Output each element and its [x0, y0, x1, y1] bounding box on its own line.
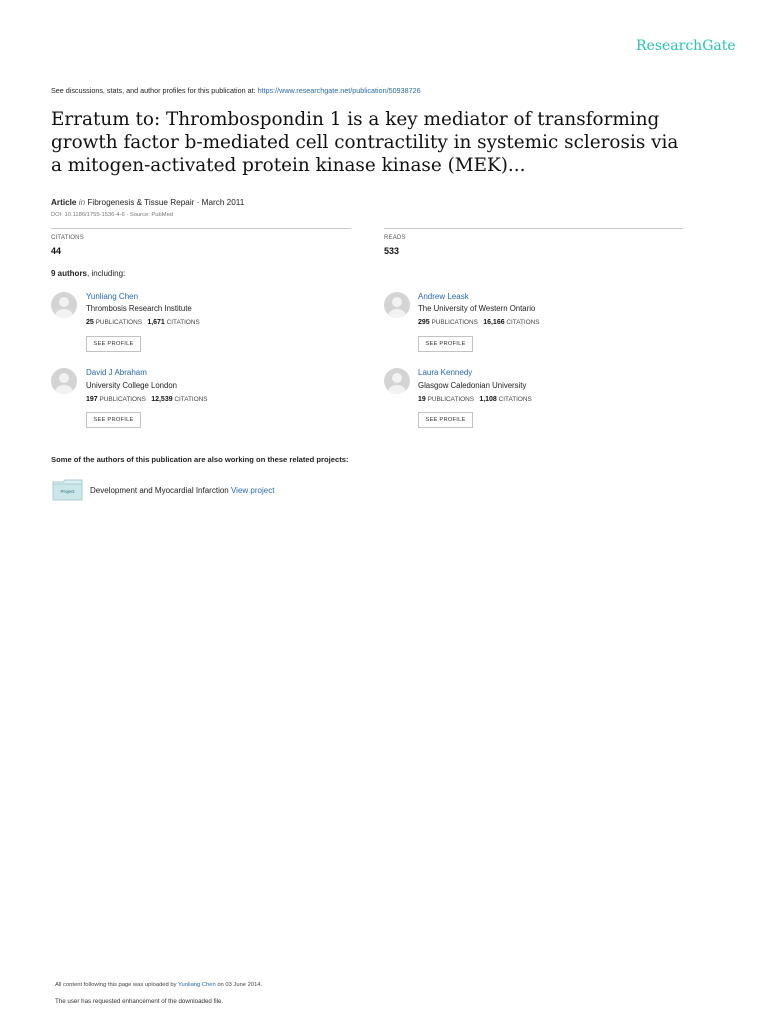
publications-count: 295 — [418, 319, 430, 326]
author-stats — [418, 396, 532, 403]
reads-divider — [384, 228, 683, 229]
citations-label: CITATIONS — [51, 235, 84, 241]
publications-label: PUBLICATIONS — [95, 319, 142, 326]
in-word: in — [78, 198, 86, 207]
authors-count: 9 authors — [51, 269, 88, 278]
authors-suffix: , including: — [87, 269, 126, 278]
citations-count: 1,108 — [479, 396, 497, 403]
publications-label: PUBLICATIONS — [99, 396, 146, 403]
citations-label: CITATIONS — [166, 319, 200, 326]
citations-label: CITATIONS — [506, 319, 540, 326]
reads-label: READS — [384, 235, 406, 241]
related-projects-heading: Some of the authors of this publication are also working on these related projects: — [51, 455, 349, 464]
citations-divider — [51, 228, 351, 229]
citations-count: 12,539 — [151, 396, 173, 403]
publication-url-link[interactable]: https://www.researchgate.net/publication/50938726 — [257, 86, 421, 95]
person-icon — [384, 368, 410, 394]
researchgate-logo[interactable]: ResearchGate — [636, 38, 736, 54]
author-name-link[interactable]: Andrew Leask — [418, 292, 469, 301]
publications-count: 25 — [86, 319, 94, 326]
see-profile-button[interactable]: SEE PROFILE — [86, 412, 141, 428]
author-stats — [86, 396, 208, 403]
author-stats — [418, 319, 540, 326]
uploader-link[interactable]: Yunliang Chen — [178, 982, 216, 988]
upload-notice — [55, 982, 262, 988]
author-institution: The University of Western Ontario — [418, 304, 536, 313]
publications-count: 197 — [86, 396, 98, 403]
citations-count: 16,166 — [483, 319, 505, 326]
project-folder-icon — [52, 479, 83, 501]
author-name-link[interactable]: David J Abraham — [86, 368, 147, 377]
citations-count: 44 — [51, 246, 62, 256]
author-avatar[interactable] — [51, 368, 77, 394]
author-avatar[interactable] — [51, 292, 77, 318]
author-name-link[interactable]: Laura Kennedy — [418, 368, 473, 377]
project-name: Development and Myocardial Infarction — [90, 486, 229, 495]
author-avatar[interactable] — [384, 292, 410, 318]
doi-source: DOI: 10.1186/1755-1536-4-6 · Source: PubMed — [51, 212, 174, 218]
person-icon — [51, 368, 77, 394]
see-profile-button[interactable]: SEE PROFILE — [86, 336, 141, 352]
project-item — [90, 486, 274, 495]
discussion-prefix: See discussions, stats, and author profiles for this publication at: — [51, 86, 258, 95]
author-avatar[interactable] — [384, 368, 410, 394]
authors-heading — [51, 269, 125, 278]
author-stats — [86, 319, 200, 326]
publications-count: 19 — [418, 396, 426, 403]
paper-title: Erratum to: Thrombospondin 1 is a key mediator of transforming growth factor b-mediated cell contractility in systemic sclerosis via a mitogen-activated protein kinase kinase (MEK)... — [51, 109, 679, 176]
publications-label: PUBLICATIONS — [431, 319, 478, 326]
upload-prefix: All content following this page was uploaded by — [55, 982, 178, 988]
discussion-line — [51, 86, 421, 95]
venue-date: Fibrogenesis & Tissue Repair · March 2011 — [87, 198, 245, 207]
view-project-link[interactable]: View project — [230, 486, 275, 495]
author-institution: University College London — [86, 381, 178, 390]
publications-label: PUBLICATIONS — [427, 396, 474, 403]
upload-suffix: on 03 June 2014. — [215, 982, 263, 988]
article-type: Article — [51, 198, 77, 207]
reads-count: 533 — [384, 246, 400, 256]
author-institution: Glasgow Caledonian University — [418, 381, 527, 390]
project-folder-label: Project — [60, 489, 75, 494]
author-institution: Thrombosis Research Institute — [86, 304, 192, 313]
enhancement-note: The user has requested enhancement of the downloaded file. — [55, 998, 224, 1005]
citations-label: CITATIONS — [174, 396, 208, 403]
author-name-link[interactable]: Yunliang Chen — [86, 292, 139, 301]
person-icon — [51, 292, 77, 318]
see-profile-button[interactable]: SEE PROFILE — [418, 336, 473, 352]
citations-count: 1,671 — [147, 319, 165, 326]
article-meta — [51, 198, 244, 207]
person-icon — [384, 292, 410, 318]
see-profile-button[interactable]: SEE PROFILE — [418, 412, 473, 428]
citations-label: CITATIONS — [498, 396, 532, 403]
